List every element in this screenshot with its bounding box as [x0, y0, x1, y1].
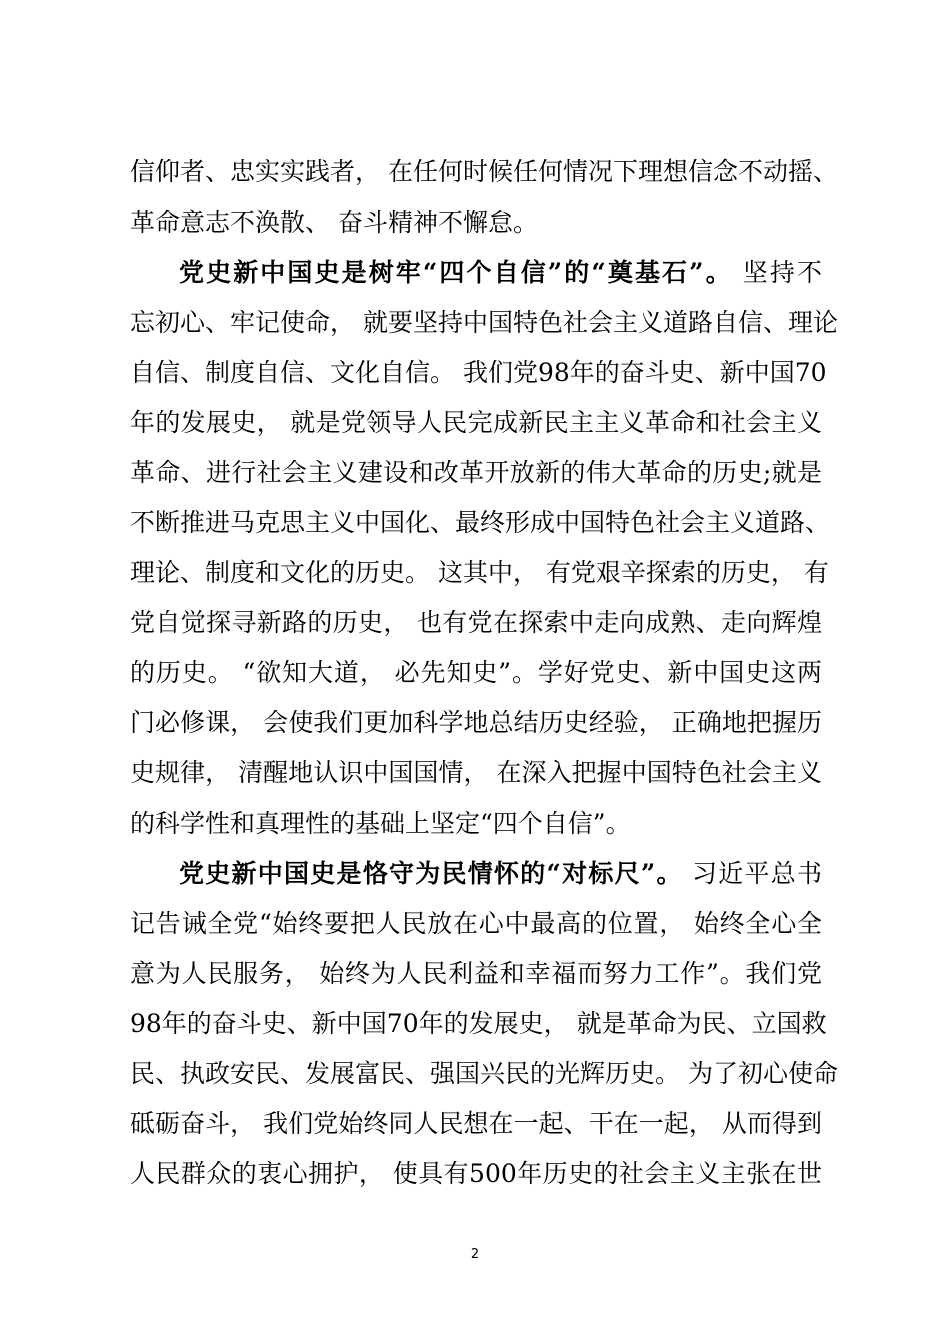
text-line: 年的发展史， 就是党领导人民完成新民主主义革命和社会主义: [130, 408, 822, 437]
text-line: 的历史。 “欲知大道， 必先知史”。学好党史、新中国史这两: [130, 658, 822, 687]
text-line: 自信、制度自信、文化自信。 我们党98年的奋斗史、新中国70: [130, 358, 827, 387]
text-line: 98年的奋斗史、新中国70年的发展史， 就是革命为民、立国救: [130, 1009, 827, 1038]
text-line: 革命、进行社会主义建设和改革开放新的伟大革命的历史;就是: [130, 458, 822, 487]
text-line: 革命意志不涣散、 奋斗精神不懈怠。: [130, 208, 538, 237]
heading-continuation: 习近平总书: [682, 859, 823, 888]
text-line: 忘初心、牢记使命， 就要坚持中国特色社会主义道路自信、理论: [130, 308, 838, 337]
heading-continuation: 坚持不: [732, 258, 822, 287]
text-line: 记告诫全党“始终要把人民放在心中最高的位置， 始终全心全: [130, 909, 822, 938]
text-line: 不断推进马克思主义中国化、最终形成中国特色社会主义道路、: [130, 508, 831, 537]
text-line: 理论、制度和文化的历史。 这其中， 有党艰辛探索的历史， 有: [130, 558, 829, 587]
paragraph-first-line: [179, 856, 822, 892]
text-line: 意为人民服务， 始终为人民利益和幸福而努力工作”。我们党: [130, 959, 822, 988]
text-line: 史规律， 清醒地认识中国国情， 在深入把握中国特色社会主义: [130, 758, 822, 787]
text-line: 党自觉探寻新路的历史， 也有党在探索中走向成熟、走向辉煌: [130, 608, 822, 637]
paragraph-heading: 党史新中国史是树牢“四个自信”的“奠基石”。: [179, 258, 733, 287]
paragraph-heading: 党史新中国史是恪守为民情怀的“对标尺”。: [179, 859, 683, 888]
page-number: 2: [470, 1247, 480, 1262]
text-line: 门必修课， 会使我们更加科学地总结历史经验， 正确地把握历: [130, 708, 822, 737]
text-line: 砥砺奋斗， 我们党始终同人民想在一起、干在一起， 从而得到: [130, 1109, 822, 1138]
paragraph-first-line: [179, 255, 822, 291]
text-line: 人民群众的衷心拥护， 使具有500年历史的社会主义主张在世: [130, 1159, 822, 1188]
text-line: 信仰者、忠实实践者， 在任何时候任何情况下理想信念不动摇、: [130, 157, 838, 186]
text-line: 的科学性和真理性的基础上坚定“四个自信”。: [130, 809, 631, 838]
text-line: 民、执政安民、发展富民、强国兴民的光辉历史。 为了初心使命: [130, 1059, 838, 1088]
